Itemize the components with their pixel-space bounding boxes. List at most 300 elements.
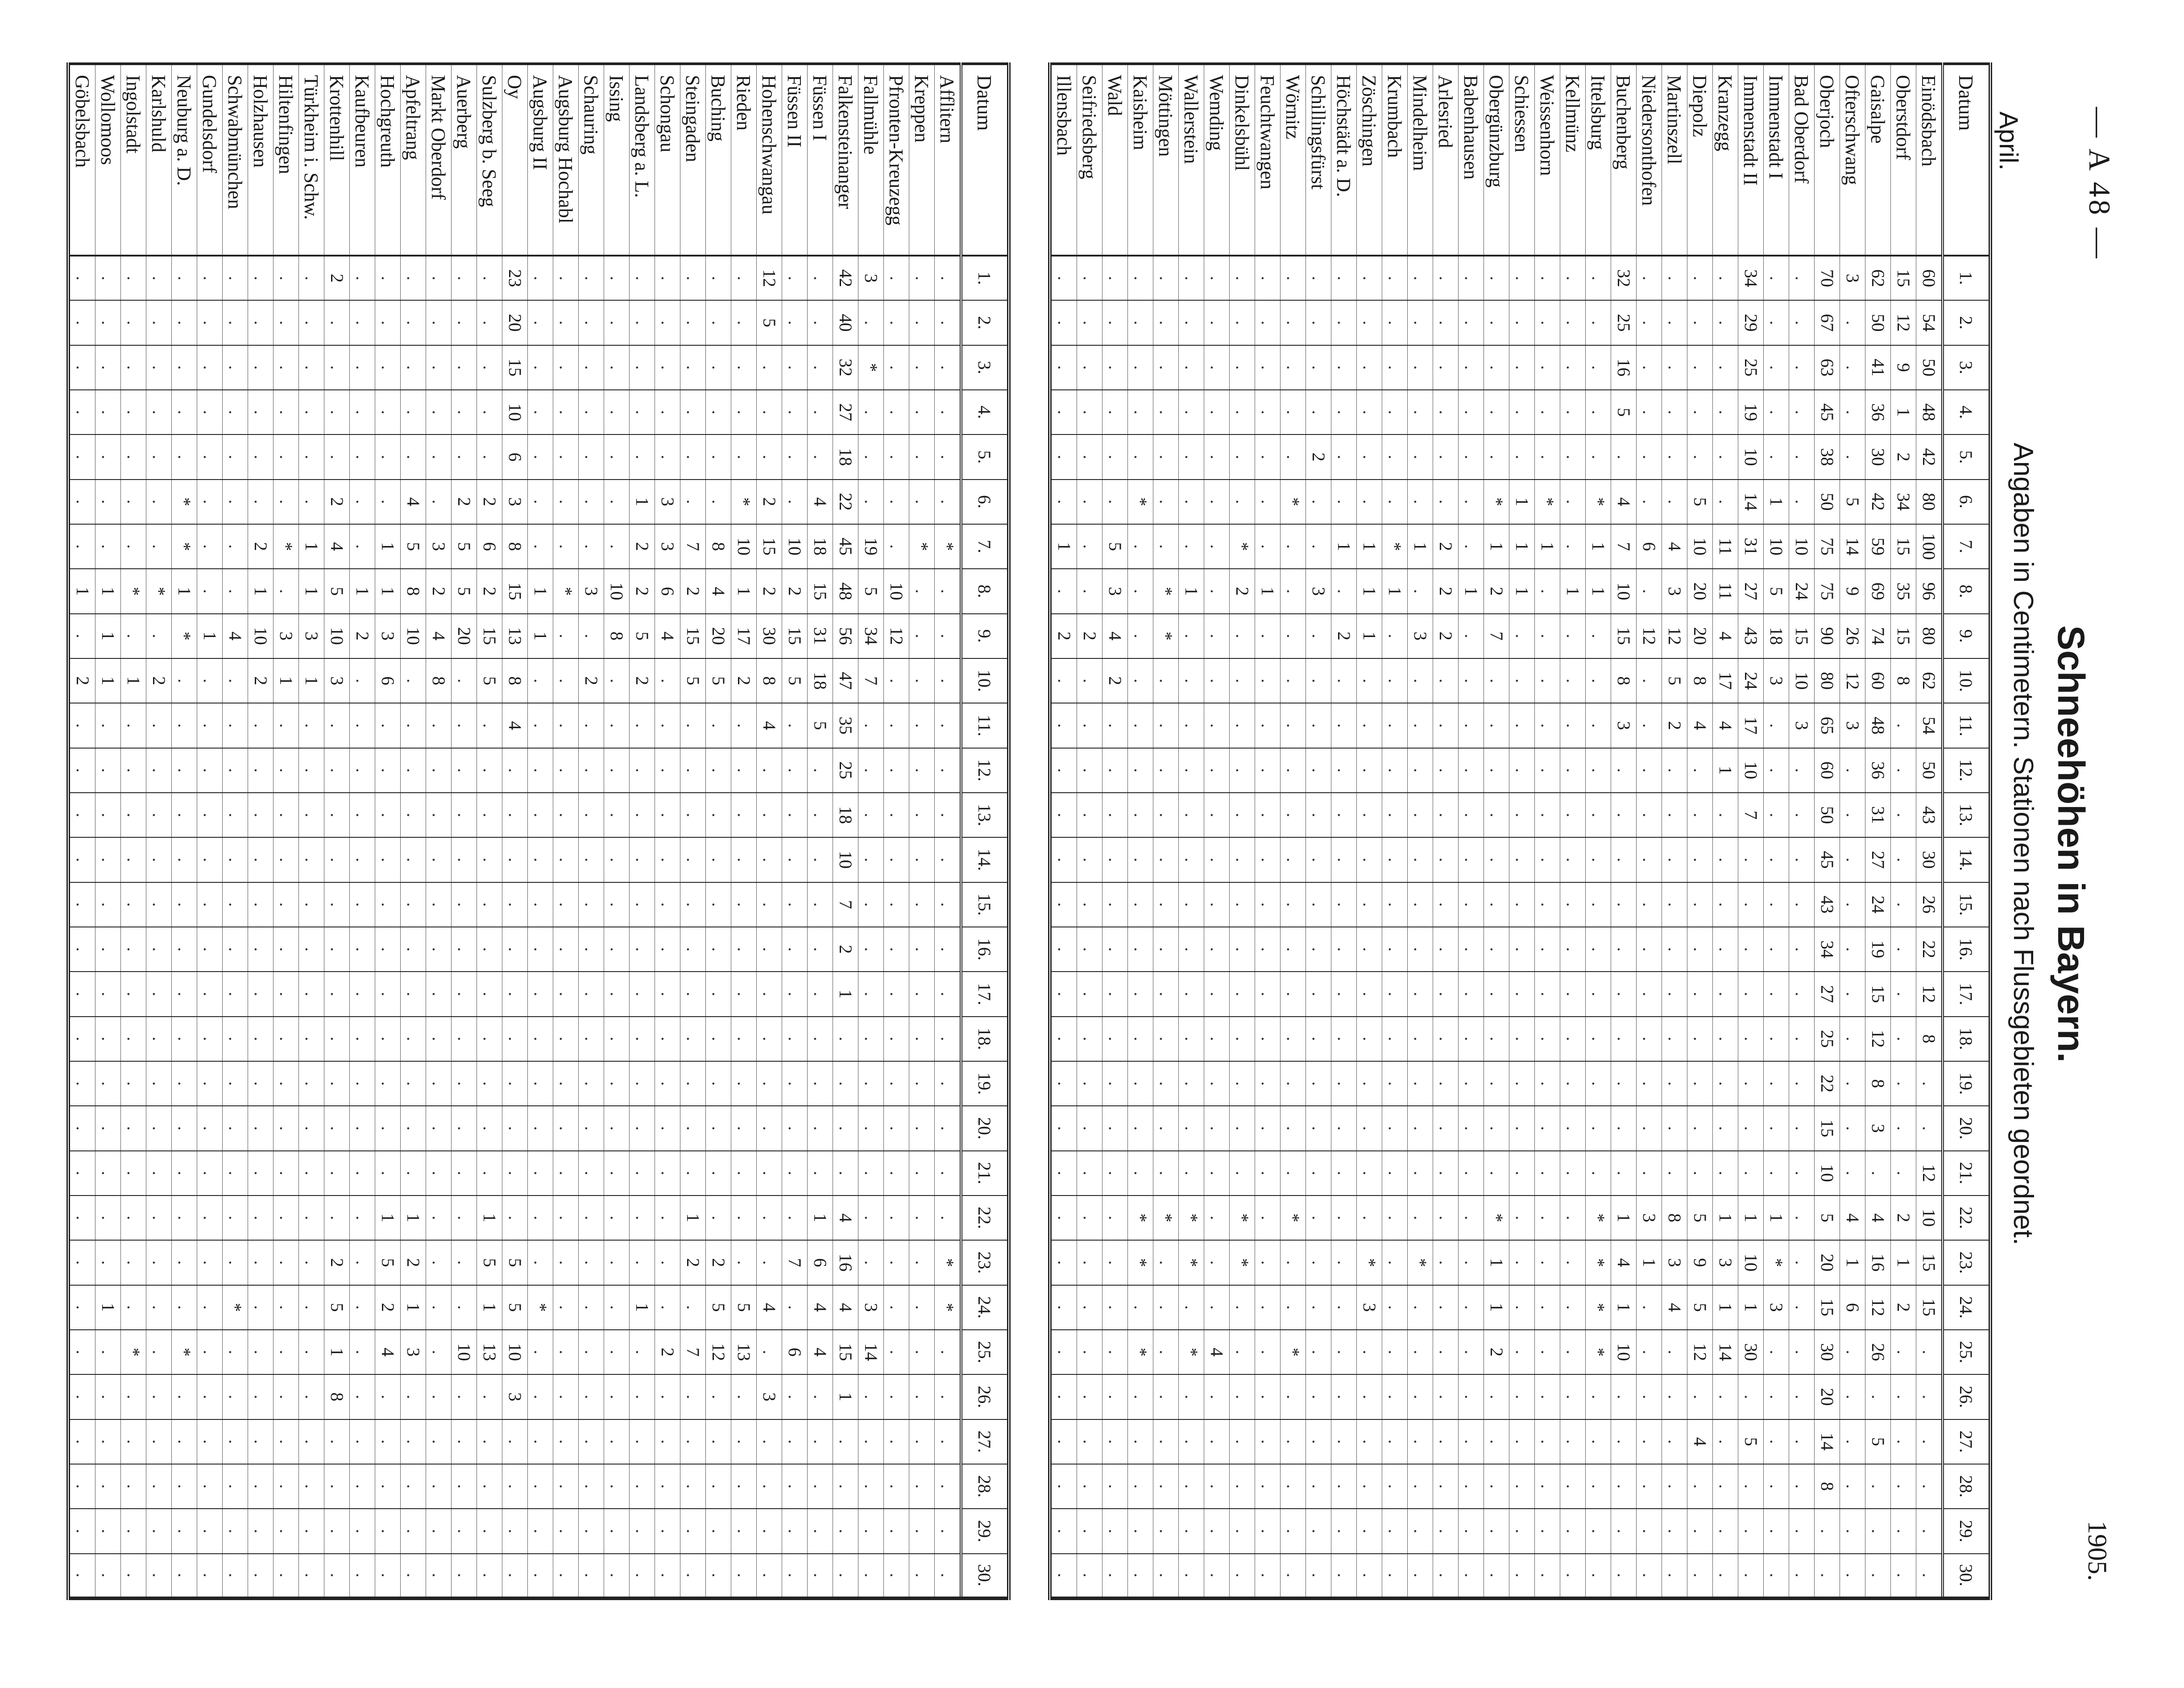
- snow-depth-value: 15: [1817, 1298, 1837, 1316]
- snow-depth-cell: [375, 614, 401, 658]
- snow-depth-value: .: [327, 768, 347, 773]
- snow-depth-cell: [324, 658, 350, 703]
- snow-depth-cell: [1255, 480, 1281, 524]
- snow-depth-value: .: [1105, 1573, 1125, 1578]
- snow-depth-cell: [1281, 345, 1306, 390]
- snow-depth-cell: [350, 1419, 375, 1464]
- snow-depth-value: 15: [505, 358, 525, 376]
- snow-depth-value: 1: [276, 676, 296, 686]
- date-header-row: [961, 64, 1009, 1598]
- snow-depth-cell: [655, 748, 680, 793]
- snow-depth-value: .: [505, 1439, 525, 1444]
- snow-depth-value: 1: [98, 676, 118, 686]
- snow-depth-value: 1: [1359, 587, 1380, 596]
- snow-depth-value: .: [734, 1439, 754, 1444]
- snow-depth-cell: [528, 1374, 553, 1419]
- date-header-row: [1943, 64, 1990, 1598]
- snow-depth-value: 2: [1894, 1213, 1914, 1223]
- snow-depth-value: .: [1894, 992, 1914, 997]
- snow-depth-cell: [1306, 1285, 1331, 1330]
- station-name: Feuchtwangen: [1255, 64, 1281, 256]
- snow-depth-cell: [172, 390, 197, 434]
- snow-depth-value: .: [810, 768, 830, 773]
- snow-depth-value: .: [709, 947, 729, 952]
- snow-depth-value: .: [1156, 455, 1176, 459]
- snow-depth-value: .: [1690, 455, 1710, 459]
- snow-depth-cell: [197, 1554, 223, 1598]
- snow-depth-value: 6: [378, 676, 398, 686]
- snow-depth-cell: [375, 703, 401, 748]
- snow-depth-value: 20: [709, 627, 729, 645]
- snow-depth-cell: [1459, 1017, 1484, 1061]
- station-name: Einödsbach: [1916, 64, 1943, 256]
- snow-depth-value: 5: [327, 1303, 347, 1312]
- snow-depth-cell: [172, 480, 197, 524]
- snow-depth-cell: [858, 480, 884, 524]
- snow-depth-cell: [1433, 345, 1459, 390]
- snow-depth-value: .: [658, 992, 678, 997]
- snow-depth-cell: [299, 569, 324, 613]
- snow-depth-cell: [1586, 972, 1611, 1016]
- snow-depth-value: .: [327, 992, 347, 997]
- snow-depth-cell: [375, 256, 401, 300]
- snow-depth-value: .: [1919, 1394, 1939, 1399]
- snow-depth-cell: [426, 1419, 452, 1464]
- snow-depth-cell: [884, 1509, 909, 1553]
- snow-depth-value: .: [1766, 1036, 1786, 1041]
- snow-depth-cell: [1611, 882, 1637, 927]
- snow-depth-cell: [630, 1106, 655, 1150]
- snow-depth-cell: [1738, 569, 1764, 613]
- snow-depth-cell: [1687, 1240, 1713, 1285]
- snow-depth-cell: [1611, 748, 1637, 793]
- snow-depth-value: 1: [1843, 1258, 1863, 1267]
- snow-depth-value: .: [98, 1036, 118, 1041]
- snow-depth-cell: [1586, 882, 1611, 927]
- snow-depth-cell: [680, 524, 706, 569]
- snow-depth-cell: [1050, 480, 1077, 524]
- snow-depth-cell: [1484, 748, 1509, 793]
- snow-depth-cell: [68, 1061, 95, 1106]
- snow-depth-cell: [1408, 1464, 1433, 1509]
- snow-depth-cell: [1662, 1374, 1687, 1419]
- snow-depth-cell: [782, 614, 808, 658]
- snow-depth-cell: [1102, 390, 1128, 434]
- snow-depth-cell: [935, 256, 961, 300]
- snow-depth-value: 3: [505, 497, 525, 506]
- snow-depth-cell: [1815, 972, 1840, 1016]
- snow-depth-value: 3: [1766, 676, 1786, 686]
- snow-depth-cell: [452, 390, 477, 434]
- snow-depth-cell: [401, 256, 426, 300]
- snow-depth-value: .: [200, 902, 220, 907]
- snow-depth-cell: [274, 256, 299, 300]
- snow-depth-cell: [350, 1330, 375, 1374]
- snow-depth-cell: [1484, 1464, 1509, 1509]
- snow-depth-cell: [1102, 1509, 1128, 1553]
- snow-depth-value: .: [174, 1036, 195, 1041]
- snow-depth-cell: [833, 480, 858, 524]
- snow-depth-value: .: [785, 813, 805, 818]
- snow-depth-cell: [1815, 927, 1840, 972]
- page-number: — A 48 —: [2083, 107, 2117, 261]
- snow-depth-cell: [1281, 1240, 1306, 1285]
- snow-depth-cell: [528, 1061, 553, 1106]
- snow-depth-cell: [1637, 837, 1662, 882]
- snow-depth-cell: [350, 1196, 375, 1240]
- snow-depth-value: .: [1563, 499, 1583, 504]
- snow-depth-cell: [808, 1419, 833, 1464]
- snow-depth-value: .: [1156, 499, 1176, 504]
- snow-depth-value: 2: [632, 542, 652, 551]
- snow-depth-cell: [95, 703, 121, 748]
- snow-depth-cell: [655, 1554, 680, 1598]
- snow-depth-cell: [248, 793, 274, 837]
- snow-depth-cell: [884, 1106, 909, 1150]
- snow-depth-value: .: [1156, 723, 1176, 728]
- snow-depth-cell: [782, 1554, 808, 1598]
- snow-depth-value: .: [709, 499, 729, 504]
- snow-depth-cell: [324, 972, 350, 1016]
- snow-depth-cell: [1535, 658, 1560, 703]
- snow-depth-cell: [782, 748, 808, 793]
- snow-depth-value: *: [1131, 497, 1151, 506]
- snow-depth-value: .: [200, 1126, 220, 1131]
- snow-depth-cell: [1764, 837, 1789, 882]
- snow-depth-value: .: [276, 1394, 296, 1399]
- snow-depth-value: .: [174, 455, 195, 459]
- snow-depth-value: .: [1156, 1171, 1176, 1175]
- snow-depth-cell: [935, 614, 961, 658]
- snow-depth-value: .: [302, 1036, 322, 1041]
- snow-depth-cell: [121, 1151, 146, 1196]
- snow-depth-value: .: [1563, 947, 1583, 952]
- snow-depth-cell: [579, 1017, 604, 1061]
- snow-depth-value: .: [1054, 1439, 1074, 1444]
- snow-depth-value: 20: [1817, 1388, 1837, 1406]
- snow-depth-value: .: [1232, 813, 1252, 818]
- snow-depth-cell: [95, 927, 121, 972]
- snow-depth-cell: [1662, 345, 1687, 390]
- snow-depth-value: 1: [73, 587, 93, 596]
- snow-depth-cell: [452, 703, 477, 748]
- snow-depth-value: 1: [1766, 1213, 1786, 1223]
- snow-depth-value: .: [937, 589, 957, 594]
- snow-depth-cell: [782, 658, 808, 703]
- snow-depth-value: .: [632, 1081, 652, 1086]
- snow-depth-cell: [1102, 1285, 1128, 1330]
- snow-depth-value: .: [480, 857, 500, 862]
- snow-depth-cell: [1840, 434, 1865, 479]
- snow-depth-value: .: [734, 1260, 754, 1265]
- day-label: 10.: [1943, 658, 1990, 703]
- snow-depth-value: .: [1436, 410, 1456, 415]
- snow-depth-value: 10: [403, 627, 423, 645]
- snow-depth-cell: [274, 480, 299, 524]
- snow-depth-cell: [95, 614, 121, 658]
- snow-depth-cell: [1306, 345, 1331, 390]
- snow-depth-value: .: [1258, 1350, 1278, 1355]
- snow-depth-value: .: [1156, 947, 1176, 952]
- snow-depth-cell: [782, 1106, 808, 1150]
- snow-depth-value: .: [251, 1305, 271, 1310]
- snow-depth-value: .: [225, 857, 245, 862]
- snow-depth-cell: [1204, 1374, 1230, 1419]
- snow-depth-value: .: [1410, 410, 1430, 415]
- snow-depth-value: .: [709, 455, 729, 459]
- snow-depth-value: .: [1588, 1439, 1608, 1444]
- snow-depth-value: .: [1614, 1081, 1634, 1086]
- snow-depth-value: .: [1436, 1439, 1456, 1444]
- snow-depth-cell: [1230, 1330, 1255, 1374]
- snow-depth-cell: [604, 434, 630, 479]
- snow-depth-cell: [95, 1106, 121, 1150]
- snow-depth-cell: [502, 748, 528, 793]
- snow-depth-cell: [1433, 300, 1459, 345]
- snow-depth-value: .: [302, 1171, 322, 1175]
- snow-depth-value: .: [836, 1036, 856, 1041]
- snow-depth-value: .: [1232, 947, 1252, 952]
- snow-depth-value: .: [1334, 1573, 1354, 1578]
- snow-depth-cell: [1662, 1240, 1687, 1285]
- snow-depth-cell: [1102, 480, 1128, 524]
- snow-depth-cell: [1764, 703, 1789, 748]
- snow-depth-value: 3: [1614, 721, 1634, 730]
- snow-depth-value: .: [1359, 768, 1380, 773]
- snow-depth-value: .: [73, 1126, 93, 1131]
- snow-depth-cell: [1789, 390, 1815, 434]
- snow-depth-value: .: [378, 902, 398, 907]
- snow-depth-value: .: [581, 768, 601, 773]
- snow-depth-value: 100: [1919, 533, 1939, 560]
- snow-depth-cell: [1077, 748, 1102, 793]
- snow-depth-cell: [731, 345, 757, 390]
- snow-depth-value: .: [200, 1350, 220, 1355]
- snow-depth-cell: [1230, 1061, 1255, 1106]
- snow-depth-value: 10: [1919, 1209, 1939, 1227]
- station-row: [1230, 64, 1255, 1598]
- snow-depth-cell: [477, 614, 502, 658]
- snow-depth-value: .: [1283, 276, 1303, 281]
- snow-depth-cell: [502, 1419, 528, 1464]
- snow-depth-value: 4: [759, 721, 779, 730]
- snow-depth-cell: [1179, 1106, 1204, 1150]
- snow-depth-value: 2: [327, 1258, 347, 1267]
- snow-depth-cell: [1916, 1419, 1943, 1464]
- snow-depth-value: *: [1232, 542, 1252, 551]
- station-row: [553, 64, 579, 1598]
- snow-depth-cell: [1611, 1240, 1637, 1285]
- snow-depth-value: .: [1436, 1036, 1456, 1041]
- snow-depth-value: .: [861, 1036, 881, 1041]
- snow-depth-value: .: [480, 276, 500, 281]
- snow-depth-value: .: [1843, 1573, 1863, 1578]
- snow-depth-cell: [401, 882, 426, 927]
- snow-depth-value: .: [1385, 1081, 1405, 1086]
- snow-depth-cell: [1713, 300, 1738, 345]
- snow-depth-cell: [1306, 1509, 1331, 1553]
- snow-depth-cell: [1050, 1151, 1077, 1196]
- station-name: Schiessen: [1509, 64, 1535, 256]
- snow-depth-value: .: [887, 1484, 907, 1489]
- station-name: Buching: [706, 64, 731, 256]
- snow-depth-value: .: [1461, 857, 1481, 862]
- snow-depth-cell: [833, 390, 858, 434]
- snow-depth-value: .: [352, 544, 373, 549]
- snow-depth-value: .: [1436, 1216, 1456, 1220]
- snow-depth-value: .: [658, 857, 678, 862]
- snow-depth-cell: [1255, 1509, 1281, 1553]
- snow-depth-cell: [731, 569, 757, 613]
- snow-depth-cell: [757, 1240, 782, 1285]
- snow-depth-cell: [579, 1554, 604, 1598]
- snow-depth-cell: [1128, 480, 1153, 524]
- snow-depth-cell: [858, 524, 884, 569]
- day-label: 16.: [1943, 927, 1990, 972]
- snow-depth-value: .: [302, 1394, 322, 1399]
- snow-depth-cell: [1535, 480, 1560, 524]
- snow-depth-value: .: [1156, 813, 1176, 818]
- snow-depth-value: .: [1410, 1394, 1430, 1399]
- snow-depth-value: .: [1156, 320, 1176, 325]
- snow-depth-cell: [604, 1285, 630, 1330]
- snow-depth-cell: [426, 300, 452, 345]
- snow-depth-value: .: [912, 1126, 932, 1131]
- snow-depth-value: .: [1181, 320, 1202, 325]
- snow-depth-cell: [1662, 793, 1687, 837]
- snow-depth-cell: [274, 1240, 299, 1285]
- snow-depth-value: .: [251, 499, 271, 504]
- snow-depth-value: .: [556, 723, 576, 728]
- snow-depth-value: .: [1385, 633, 1405, 638]
- snow-depth-cell: [1637, 703, 1662, 748]
- snow-depth-value: .: [429, 410, 449, 415]
- snow-depth-cell: [1484, 793, 1509, 837]
- snow-depth-value: .: [912, 1036, 932, 1041]
- snow-depth-value: .: [937, 1529, 957, 1534]
- snow-depth-value: .: [200, 947, 220, 952]
- snow-depth-value: .: [1207, 679, 1227, 683]
- snow-depth-value: 30: [1919, 851, 1939, 869]
- snow-depth-value: .: [429, 1350, 449, 1355]
- snow-depth-cell: [1050, 1464, 1077, 1509]
- snow-depth-cell: [1509, 972, 1535, 1016]
- snow-depth-cell: [1764, 434, 1789, 479]
- snow-depth-value: .: [658, 1394, 678, 1399]
- snow-depth-cell: [833, 1151, 858, 1196]
- snow-depth-cell: [426, 256, 452, 300]
- snow-depth-value: .: [1181, 1573, 1202, 1578]
- snow-depth-value: .: [352, 902, 373, 907]
- snow-depth-value: *: [1131, 1348, 1151, 1357]
- snow-depth-cell: [1408, 569, 1433, 613]
- snow-depth-cell: [274, 1061, 299, 1106]
- snow-depth-value: .: [276, 813, 296, 818]
- station-row: [1738, 64, 1764, 1598]
- snow-depth-value: 15: [1792, 627, 1812, 645]
- snow-depth-cell: [1687, 1419, 1713, 1464]
- snow-depth-value: .: [658, 1081, 678, 1086]
- snow-depth-cell: [1611, 1017, 1637, 1061]
- snow-depth-cell: [1509, 390, 1535, 434]
- station-row: [1916, 64, 1943, 1598]
- snow-depth-cell: [935, 748, 961, 793]
- snow-depth-cell: [706, 345, 731, 390]
- snow-depth-cell: [1153, 1419, 1179, 1464]
- snow-depth-cell: [1357, 1330, 1382, 1374]
- station-row: [1840, 64, 1865, 1598]
- snow-depth-value: 2: [709, 1258, 729, 1267]
- snow-depth-cell: [1433, 1464, 1459, 1509]
- snow-depth-value: .: [73, 723, 93, 728]
- snow-depth-cell: [1204, 927, 1230, 972]
- snow-depth-cell: [121, 300, 146, 345]
- snow-depth-value: 15: [785, 627, 805, 645]
- snow-depth-cell: [1687, 882, 1713, 927]
- snow-depth-value: .: [1538, 1260, 1558, 1265]
- snow-depth-value: .: [1054, 1126, 1074, 1131]
- snow-depth-value: .: [1385, 276, 1405, 281]
- snow-depth-value: .: [1131, 1171, 1151, 1175]
- snow-depth-cell: [1153, 569, 1179, 613]
- snow-depth-value: .: [683, 1036, 703, 1041]
- snow-depth-cell: [1484, 1509, 1509, 1553]
- snow-depth-value: .: [607, 1126, 627, 1131]
- snow-depth-value: .: [1105, 768, 1125, 773]
- snow-depth-value: 2: [73, 676, 93, 686]
- snow-depth-cell: [1331, 882, 1357, 927]
- snow-depth-value: 15: [1894, 627, 1914, 645]
- snow-depth-value: .: [1690, 1529, 1710, 1534]
- snow-depth-cell: [223, 434, 248, 479]
- snow-depth-value: .: [98, 276, 118, 281]
- snow-depth-cell: [1459, 524, 1484, 569]
- snow-depth-value: .: [785, 857, 805, 862]
- snow-depth-cell: [248, 1330, 274, 1374]
- snow-depth-value: .: [887, 723, 907, 728]
- snow-depth-value: 5: [480, 1258, 500, 1267]
- snow-depth-cell: [121, 658, 146, 703]
- snow-depth-value: .: [1665, 1171, 1685, 1175]
- snow-depth-value: .: [1207, 768, 1227, 773]
- snow-depth-cell: [1484, 569, 1509, 613]
- snow-depth-cell: [1535, 524, 1560, 569]
- snow-depth-cell: [833, 1419, 858, 1464]
- snow-depth-cell: [1484, 524, 1509, 569]
- snow-depth-cell: [1230, 837, 1255, 882]
- snow-depth-cell: [146, 345, 172, 390]
- snow-depth-value: .: [174, 902, 195, 907]
- snow-depth-cell: [858, 927, 884, 972]
- snow-depth-value: 80: [1919, 627, 1939, 645]
- snow-depth-value: .: [1792, 768, 1812, 773]
- snow-depth-value: .: [251, 992, 271, 997]
- snow-depth-cell: [604, 1061, 630, 1106]
- snow-depth-cell: [350, 1509, 375, 1553]
- snow-depth-cell: [324, 1554, 350, 1598]
- snow-depth-value: .: [887, 1573, 907, 1578]
- snow-depth-value: .: [658, 1484, 678, 1489]
- snow-depth-cell: [375, 1374, 401, 1419]
- snow-depth-value: .: [480, 1484, 500, 1489]
- snow-depth-cell: [655, 614, 680, 658]
- snow-depth-cell: [1738, 748, 1764, 793]
- station-row: [1484, 64, 1509, 1598]
- snow-depth-cell: [324, 614, 350, 658]
- snow-depth-cell: [833, 1017, 858, 1061]
- snow-depth-cell: [1077, 1017, 1102, 1061]
- snow-depth-value: .: [1512, 1394, 1532, 1399]
